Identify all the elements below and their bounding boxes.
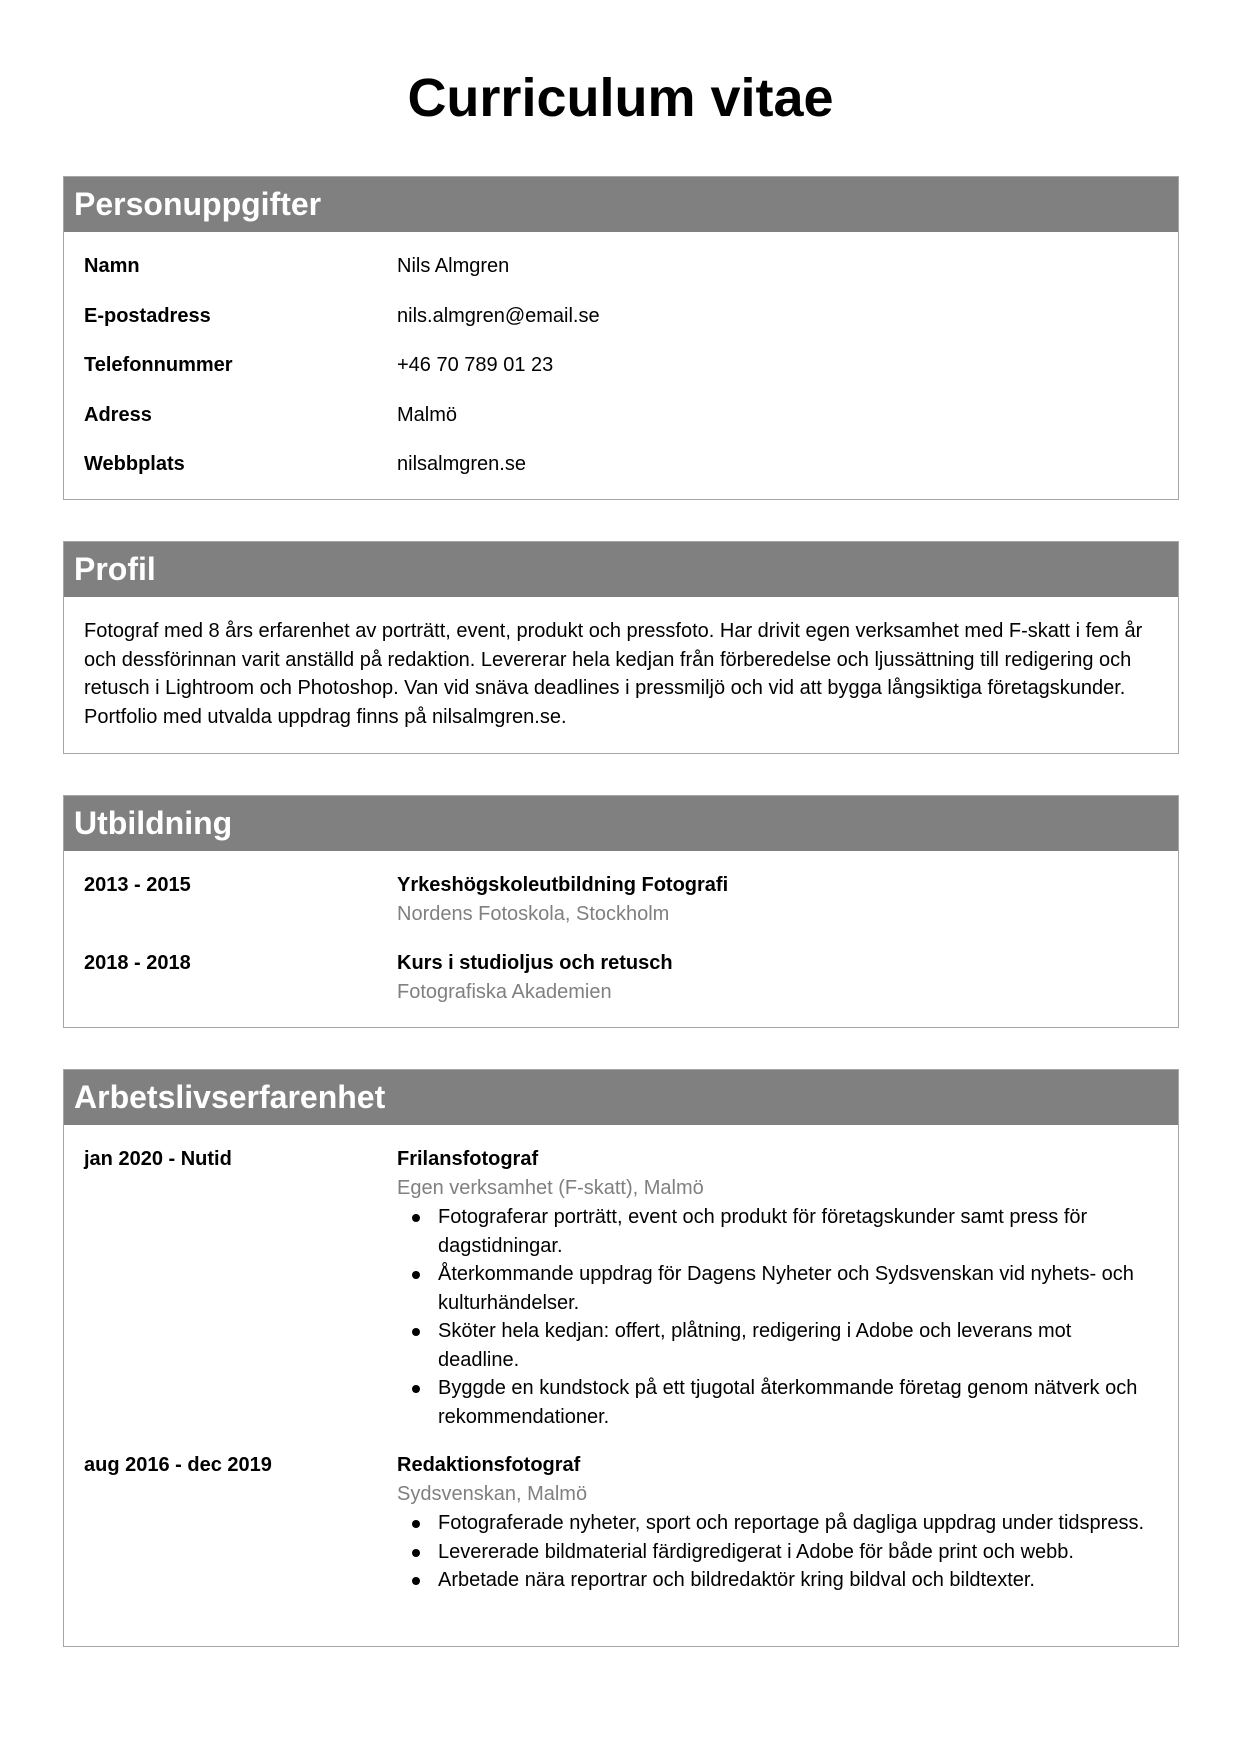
education-period: 2013 - 2015 (84, 874, 191, 896)
page-title: Curriculum vitae (407, 68, 834, 128)
work-period: jan 2020 - Nutid (84, 1148, 232, 1170)
profile-section (63, 541, 1179, 754)
work-place: Egen verksamhet (F-skatt), Malmö (397, 1177, 704, 1199)
work-bullet: Byggde en kundstock på ett tjugotal återkommande företag genom nätverk och rekommendationer. (438, 1374, 1158, 1431)
profile-heading: Profil (64, 542, 1178, 597)
education-place: Fotografiska Akademien (397, 981, 612, 1003)
info-row-email (84, 302, 1158, 331)
info-label: Telefonnummer (84, 354, 233, 376)
personal-info-section (63, 176, 1179, 500)
info-row-name (84, 252, 1158, 281)
education-title: Kurs i studioljus och retusch (397, 952, 673, 974)
info-value: Nils Almgren (397, 255, 510, 277)
info-label: Webbplats (84, 453, 185, 475)
work-bullet: Återkommande uppdrag för Dagens Nyheter och Sydsvenskan vid nyhets- och kulturhändelser. (438, 1260, 1158, 1317)
info-row-website (84, 450, 1158, 479)
work-bullet: Arbetade nära reportrar och bildredaktör kring bildval och bildtexter. (438, 1566, 1158, 1595)
work-item (84, 1145, 1158, 1431)
work-bullet: Fotograferade nyheter, sport och reportage på dagliga uppdrag under tidspress. (438, 1509, 1158, 1538)
info-label: E-postadress (84, 304, 211, 327)
education-heading: Utbildning (64, 796, 1178, 851)
info-value: +46 70 789 01 23 (397, 354, 554, 376)
info-value: nilsalmgren.se (397, 453, 526, 475)
work-section (63, 1069, 1179, 1647)
profile-text: Fotograf med 8 års erfarenhet av porträtt, event, produkt och pressfoto. Har drivit egen verksamhet med F-skatt i fem år och dessförinnan varit anställd på redaktion. Levererar hela kedjan från förberedelse och ljussättning till redigering och retusch i Lightroom och Photoshop. Van vid snäva deadlines i pressmiljö och vid att bygga långsiktiga företagskunder. Portfolio med utvalda uppdrag finns på nilsalmgren.se. (84, 620, 1143, 728)
work-bullets (397, 1509, 1158, 1595)
education-item (84, 949, 1158, 1007)
work-bullet: Sköter hela kedjan: offert, plåtning, redigering i Adobe och leverans mot deadline. (438, 1317, 1158, 1374)
work-bullet: Levererade bildmaterial färdigredigerat i Adobe för både print och webb. (438, 1538, 1158, 1567)
work-item (84, 1451, 1158, 1595)
education-item (84, 871, 1158, 929)
info-label: Namn (84, 255, 140, 277)
work-heading: Arbetslivserfarenhet (64, 1070, 1178, 1125)
work-bullets (397, 1203, 1158, 1431)
work-title: Frilansfotograf (397, 1148, 539, 1170)
work-place: Sydsvenskan, Malmö (397, 1483, 588, 1505)
work-period: aug 2016 - dec 2019 (84, 1454, 272, 1476)
education-section (63, 795, 1179, 1028)
education-place: Nordens Fotoskola, Stockholm (397, 903, 670, 925)
work-title: Redaktionsfotograf (397, 1454, 581, 1476)
work-bullet: Fotograferar porträtt, event och produkt för företagskunder samt press för dagstidningar. (438, 1203, 1158, 1260)
info-value: nils.almgren@email.se (397, 304, 600, 327)
info-row-address (84, 401, 1158, 430)
personal-info-heading: Personuppgifter (64, 177, 1178, 232)
info-value: Malmö (397, 403, 458, 426)
education-period: 2018 - 2018 (84, 952, 191, 974)
info-row-phone (84, 351, 1158, 380)
info-label: Adress (84, 403, 152, 426)
education-title: Yrkeshögskoleutbildning Fotografi (397, 874, 729, 896)
